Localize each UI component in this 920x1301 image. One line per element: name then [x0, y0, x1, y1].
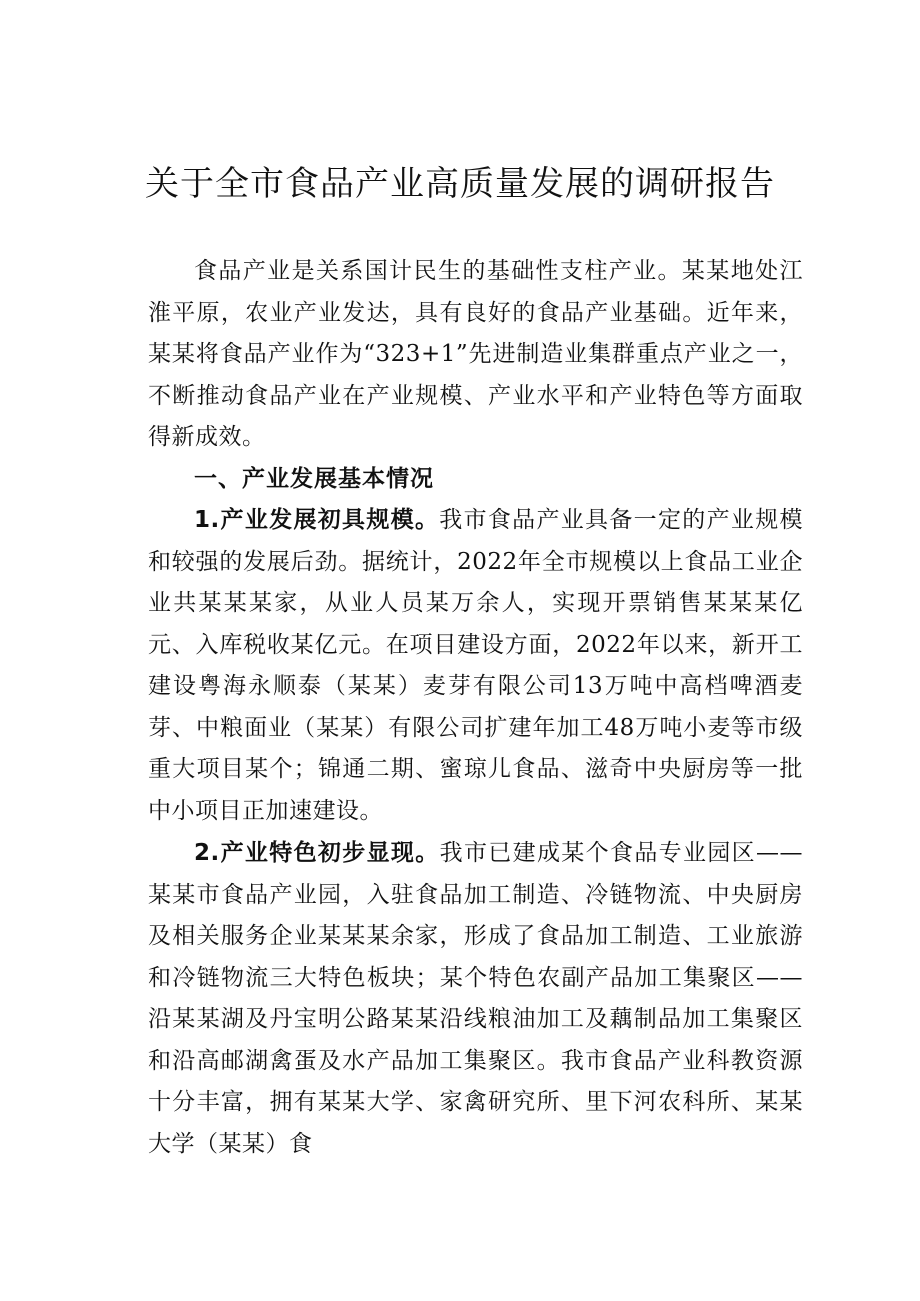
item-2-text: 我市已建成某个食品专业园区——某某市食品产业园，入驻食品加工制造、冷链物流、中央厨房及相关服务企业某某某余家，形成了食品加工制造、工业旅游和冷链物流三大特色板块；某个特色农副产品加工集聚区——沿某某湖及丹宝明公路某某沿线粮油加工及藕制品加工集聚区和沿高邮湖禽蛋及水产品加工集聚区。我市食品产业科教资源十分丰富，拥有某某大学、家禽研究所、里下河农科所、某某大学（某某）食: [148, 840, 804, 1157]
item-2-lead: 2.产业特色初步显现。: [194, 840, 440, 866]
page-title: 关于全市食品产业高质量发展的调研报告: [145, 164, 775, 204]
intro-paragraph: 食品产业是关系国计民生的基础性支柱产业。某某地处江淮平原，农业产业发达，具有良好的食品产业基础。近年来，某某将食品产业作为“323+1”先进制造业集群重点产业之一，不断推动食品产业在产业规模、产业水平和产业特色等方面取得新成效。: [148, 258, 803, 450]
document-body: [148, 251, 803, 1165]
item-1-lead: 1.产业发展初具规模。: [194, 507, 440, 533]
section-item-2: [148, 833, 803, 1165]
item-1-text: 我市食品产业具备一定的产业规模和较强的发展后劲。据统计，2022年全市规模以上食品工业企业共某某某家，从业人员某万余人，实现开票销售某某某亿元、入库税收某亿元。在项目建设方面，2022年以来，新开工建设粤海永顺泰（某某）麦芽有限公司13万吨中高档啤酒麦芽、中粮面业（某某）有限公司扩建年加工48万吨小麦等市级重大项目某个；锦通二期、蜜琼儿食品、滋奇中央厨房等一批中小项目正加速建设。: [148, 507, 803, 824]
section-heading: 一、产业发展基本情况: [194, 465, 434, 492]
section-item-1: [148, 500, 803, 832]
